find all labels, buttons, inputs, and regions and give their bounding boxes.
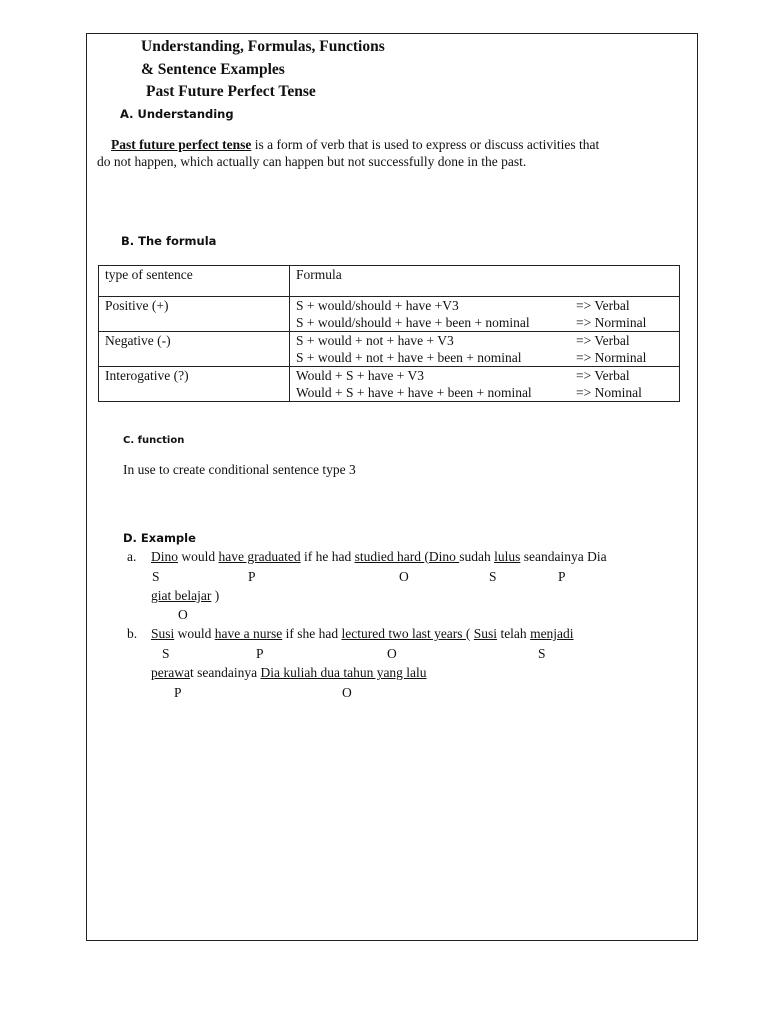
- row-formulas: [290, 332, 680, 367]
- sentence-fragment: would: [174, 626, 215, 641]
- table-header-row: [99, 266, 680, 297]
- label-predicate: P: [558, 569, 566, 584]
- sentence-fragment: (: [465, 626, 474, 641]
- section-a-heading: A. Understanding: [120, 107, 234, 121]
- table-row: [99, 332, 680, 367]
- title-line-2: & Sentence Examples: [141, 61, 285, 78]
- row-formulas: [290, 367, 680, 402]
- label-subject: S: [489, 569, 497, 584]
- label-object: O: [342, 685, 352, 700]
- formula: S + would + not + have + V3: [296, 333, 454, 348]
- formula-kind: => Norminal: [576, 315, 647, 330]
- table-row: [99, 367, 680, 402]
- row-type: Interogative (?): [99, 367, 290, 402]
- section-b-heading: B. The formula: [121, 234, 217, 248]
- header-formula: Formula: [290, 266, 680, 297]
- sentence-fragment: if he had: [300, 549, 355, 564]
- formula-kind: => Norminal: [576, 350, 647, 365]
- formula-kind: => Nominal: [576, 385, 642, 400]
- section-d-heading: D. Example: [123, 531, 196, 545]
- definition-text: is a form of verb that is used to express or discuss activities that: [251, 137, 600, 152]
- sentence-fragment: if she had: [282, 626, 342, 641]
- formula: S + would/should + have +V3: [296, 298, 459, 313]
- sentence-fragment: seandainya Dia: [520, 549, 607, 564]
- label-subject: S: [162, 646, 170, 661]
- formula: Would + S + have + V3: [296, 368, 424, 383]
- header-type: type of sentence: [99, 266, 290, 297]
- label-subject: S: [152, 569, 160, 584]
- label-predicate: P: [256, 646, 264, 661]
- label-object: O: [387, 646, 397, 661]
- sentence-fragment: ): [211, 588, 220, 603]
- term: Past future perfect tense: [111, 137, 252, 152]
- example-a-sentence: [151, 549, 607, 565]
- sentence-fragment: studied hard: [354, 549, 425, 564]
- section-a-paragraph: [97, 136, 687, 170]
- example-b-sentence: [151, 626, 574, 642]
- sentence-fragment: Susi: [473, 626, 498, 641]
- sentence-fragment: Dino: [151, 549, 178, 564]
- row-type: Negative (-): [99, 332, 290, 367]
- function-text: In use to create conditional sentence type 3: [123, 462, 356, 477]
- label-object: O: [178, 607, 188, 622]
- definition-text-line2: do not happen, which actually can happen but not successfully done in the past.: [97, 154, 527, 169]
- sentence-fragment: t seandainya: [189, 665, 261, 680]
- title-line-3: Past Future Perfect Tense: [146, 83, 316, 100]
- formula-kind: => Verbal: [576, 298, 630, 313]
- sentence-fragment: sudah: [459, 549, 495, 564]
- label-predicate: P: [248, 569, 256, 584]
- formula: Would + S + have + have + been + nominal: [296, 385, 532, 400]
- formula-kind: => Verbal: [576, 333, 630, 348]
- sentence-fragment: have graduated: [218, 549, 301, 564]
- sentence-fragment: telah: [497, 626, 531, 641]
- label-subject: S: [538, 646, 546, 661]
- sentence-fragment: giat belajar: [151, 588, 212, 603]
- formula: S + would/should + have + been + nominal: [296, 315, 530, 330]
- example-a-marker: a.: [127, 549, 137, 564]
- table-row: [99, 297, 680, 332]
- example-b-marker: b.: [127, 626, 138, 641]
- sentence-fragment: Dino: [428, 549, 460, 564]
- section-c-heading: C. function: [123, 435, 185, 446]
- sentence-fragment: menjadi: [530, 626, 574, 641]
- formula: S + would + not + have + been + nominal: [296, 350, 522, 365]
- sentence-fragment: Susi: [151, 626, 175, 641]
- sentence-fragment: (: [424, 549, 429, 564]
- sentence-fragment: have a nurse: [214, 626, 283, 641]
- sentence-fragment: Dia kuliah dua tahun yang lalu: [260, 665, 427, 680]
- formula-kind: => Verbal: [576, 368, 630, 383]
- sentence-fragment: lulus: [494, 549, 521, 564]
- title-line-1: Understanding, Formulas, Functions: [141, 38, 385, 55]
- row-type: Positive (+): [99, 297, 290, 332]
- sentence-fragment: perawa: [151, 665, 190, 680]
- label-predicate: P: [174, 685, 182, 700]
- label-object: O: [399, 569, 409, 584]
- example-a-line2: [151, 588, 219, 604]
- formula-table: [98, 265, 680, 402]
- example-b-line2: [151, 665, 427, 681]
- row-formulas: [290, 297, 680, 332]
- sentence-fragment: lectured two last years: [341, 626, 466, 641]
- sentence-fragment: would: [178, 549, 219, 564]
